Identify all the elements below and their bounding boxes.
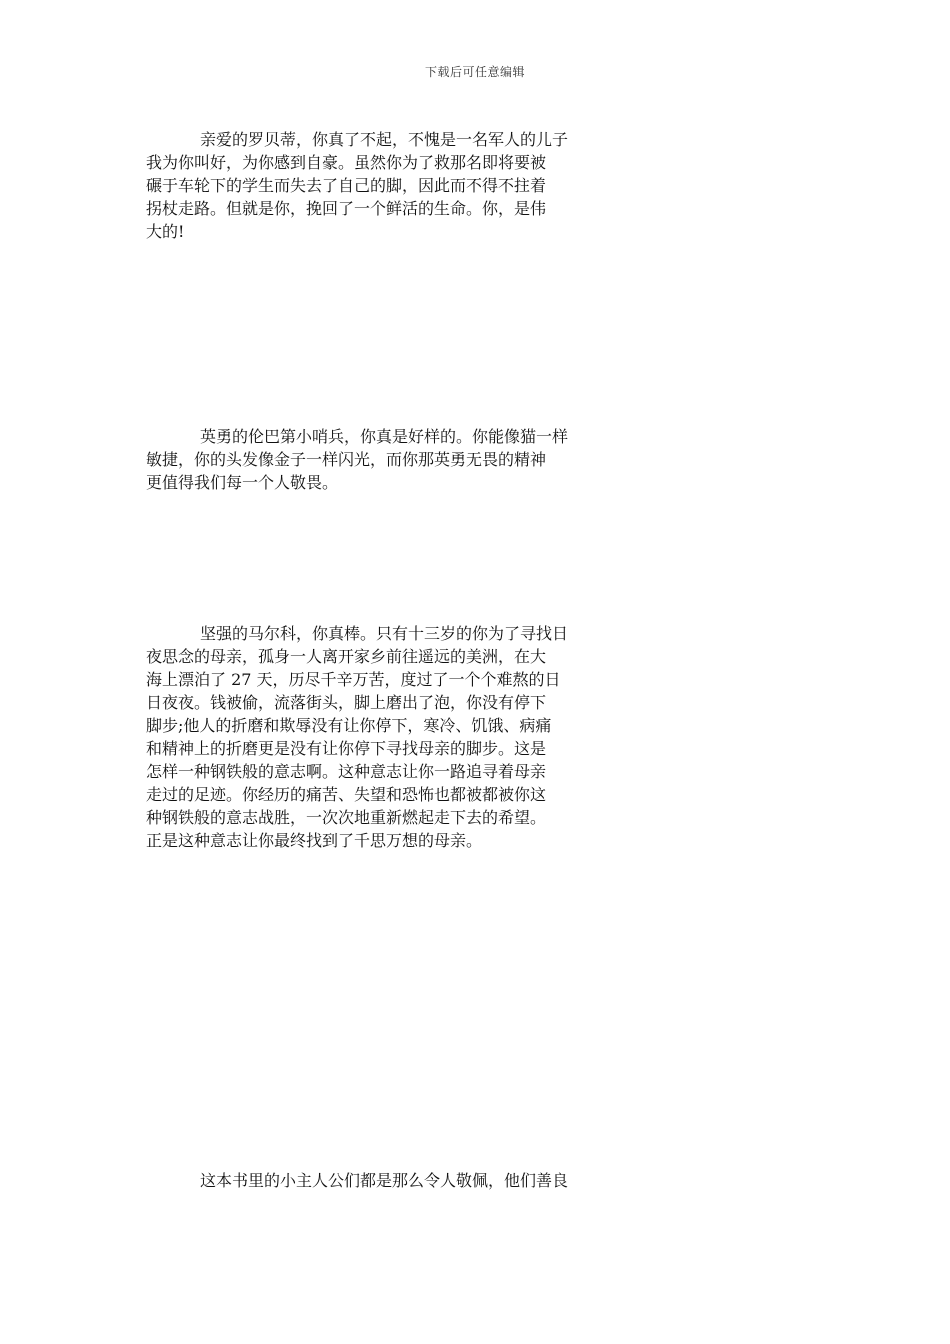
text-line: 海上漂泊了 27 天，历尽千辛万苦，度过了一个个难熬的日	[146, 670, 561, 689]
text-line: 这本书里的小主人公们都是那么令人敬佩，他们善良	[200, 1171, 569, 1190]
text-line: 更值得我们每一个人敬畏。	[146, 473, 339, 492]
text-line: 正是这种意志让你最终找到了千思万想的母亲。	[146, 831, 483, 850]
text-line: 日夜夜。钱被偷，流落街头，脚上磨出了泡，你没有停下	[146, 693, 547, 712]
text-line: 拐杖走路。但就是你，挽回了一个鲜活的生命。你，是伟	[146, 199, 547, 218]
text-line: 夜思念的母亲，孤身一人离开家乡前往遥远的美洲，在大	[146, 647, 547, 666]
header-note: 下载后可任意编辑	[424, 65, 525, 79]
text-line: 种钢铁般的意志战胜，一次次地重新燃起走下去的希望。	[146, 808, 547, 827]
text-line: 走过的足迹。你经历的痛苦、失望和恐怖也都被都被你这	[146, 785, 547, 804]
paragraph-marco	[146, 621, 568, 851]
text-line: 亲爱的罗贝蒂，你真了不起，不愧是一名军人的儿子	[200, 130, 569, 149]
text-line: 脚步;他人的折磨和欺辱没有让你停下，寒冷、饥饿、病痛	[146, 716, 552, 735]
paragraph-summary	[146, 1168, 568, 1191]
paragraph-roberti	[146, 127, 568, 242]
paragraph-lombard-sentinel	[146, 424, 568, 493]
text-line: 我为你叫好，为你感到自豪。虽然你为了救那名即将要被	[146, 153, 547, 172]
text-line: 敏捷，你的头发像金子一样闪光，而你那英勇无畏的精神	[146, 450, 547, 469]
text-line: 大的!	[146, 222, 185, 241]
text-line: 怎样一种钢铁般的意志啊。这种意志让你一路追寻着母亲	[146, 762, 547, 781]
text-line: 英勇的伦巴第小哨兵，你真是好样的。你能像猫一样	[200, 427, 569, 446]
text-line: 碾于车轮下的学生而失去了自己的脚，因此而不得不拄着	[146, 176, 547, 195]
text-line: 和精神上的折磨更是没有让你停下寻找母亲的脚步。这是	[146, 739, 547, 758]
text-line: 坚强的马尔科，你真棒。只有十三岁的你为了寻找日	[200, 624, 569, 643]
